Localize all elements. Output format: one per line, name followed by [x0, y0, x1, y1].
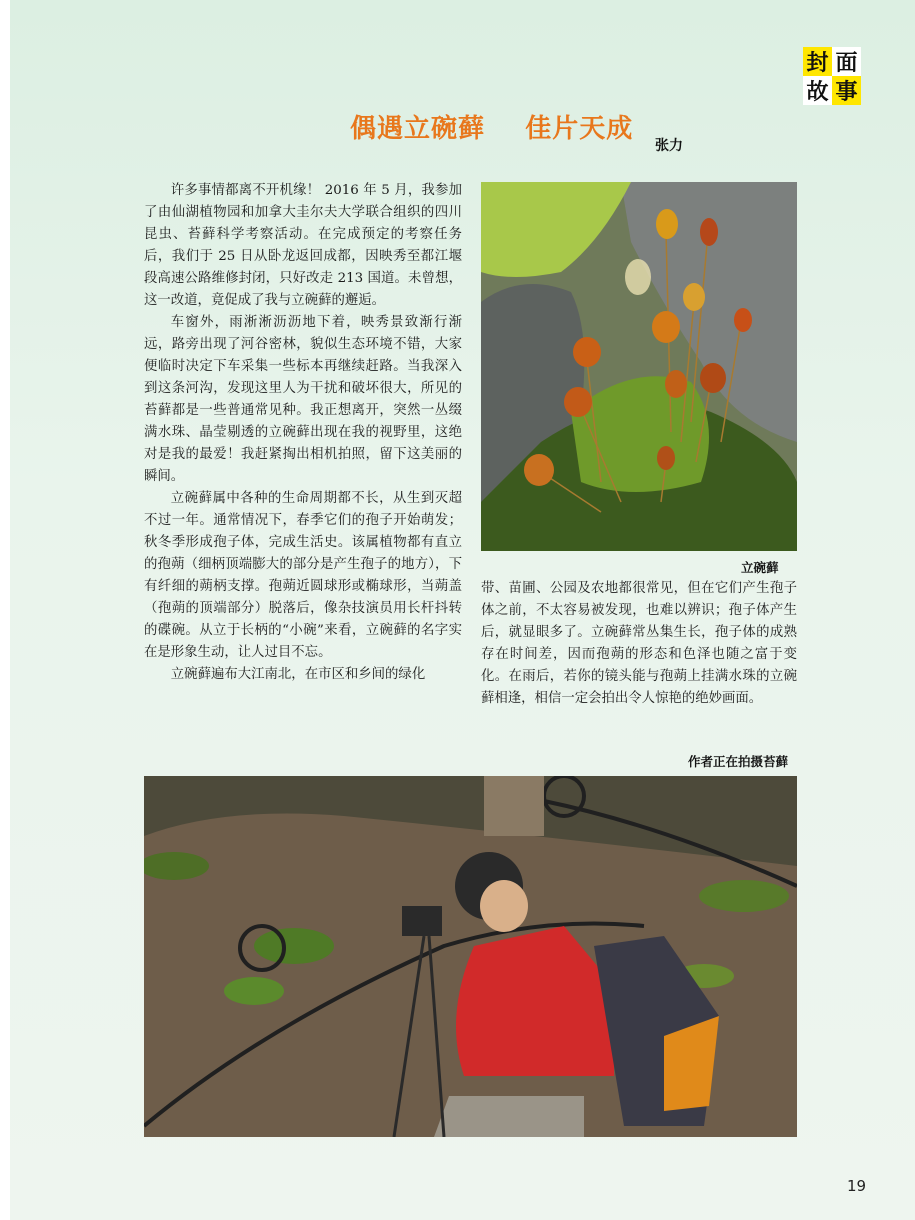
- author-photo-illustration: [144, 776, 797, 1137]
- author-photo-caption: 作者正在拍摄苔藓: [688, 754, 789, 769]
- page-number: 19: [847, 1177, 867, 1195]
- body-paragraph: 带、苗圃、公园及农地都很常见，但在它们产生孢子体之前，不太容易被发现，也难以辨识；孢子体产生后，就显眼多了。立碗藓常丛集生长，孢子体的成熟存在时间差，因而孢蒴的形态和色泽也随之富于变化。在雨后，若你的镜头能与孢蒴上挂满水珠的立碗藓相逢，相信一定会拍出令人惊艳的绝妙画面。: [481, 581, 797, 706]
- body-paragraph: 许多事情都离不开机缘！ 2016 年 5 月，我参加了由仙湖植物园和加拿大圭尔夫大学联合组织的四川昆虫、苔藓科学考察活动。在完成预定的考察任务后，我们于 25 日从卧龙返回成都，因映秀至都江堰段高速公路维修封闭，只好改走 213 国道。未曾想，这一改道，竟促成了我与立碗藓的邂逅。: [144, 183, 462, 308]
- moss-photo-caption: 立碗藓: [741, 560, 779, 575]
- moss-photo-illustration: [481, 182, 797, 551]
- section-tag-char: 事: [832, 76, 861, 105]
- body-paragraph: 车窗外，雨淅淅沥沥地下着，映秀景致渐行渐远，路旁出现了河谷密林，貌似生态环境不错，大家便临时决定下车采集一些标本再继续赶路。当我深入到这条河沟，发现这里人为干扰和破坏很大，所见的苔藓都是一些普通常见种。我正想离开，突然一丛缀满水珠、晶莹剔透的立碗藓出现在我的视野里，这绝对是我的最爱！我赶紧掏出相机拍照，留下这美丽的瞬间。: [144, 315, 462, 484]
- body-paragraph: 立碗藓遍布大江南北，在市区和乡间的绿化: [170, 667, 426, 682]
- section-tag-char: 封: [803, 47, 832, 76]
- author-photo: [144, 776, 797, 1137]
- article-body-left-column: [144, 180, 462, 686]
- body-paragraph: 立碗藓属中各种的生命周期都不长，从生到灭超不过一年。通常情况下，春季它们的孢子开始萌发；秋冬季形成孢子体，完成生活史。该属植物都有直立的孢蒴（细柄顶端膨大的部分是产生孢子的地方），下有纤细的蒴柄支撑。孢蒴近圆球形或椭球形，当蒴盖（孢蒴的顶端部分）脱落后，像杂技演员用长杆抖转的碟碗。从立于长柄的“小碗”来看，立碗藓的名字实在是形象生动，让人过目不忘。: [144, 491, 462, 660]
- article-title: 偶遇立碗藓 佳片天成: [350, 114, 634, 144]
- article-body-right-column: [481, 578, 797, 710]
- page-left-margin: [0, 0, 10, 1220]
- moss-photo: [481, 182, 797, 551]
- article-author: 张力: [655, 138, 683, 154]
- section-tag-char: 故: [803, 76, 832, 105]
- section-tag: [803, 47, 861, 105]
- section-tag-char: 面: [832, 47, 861, 76]
